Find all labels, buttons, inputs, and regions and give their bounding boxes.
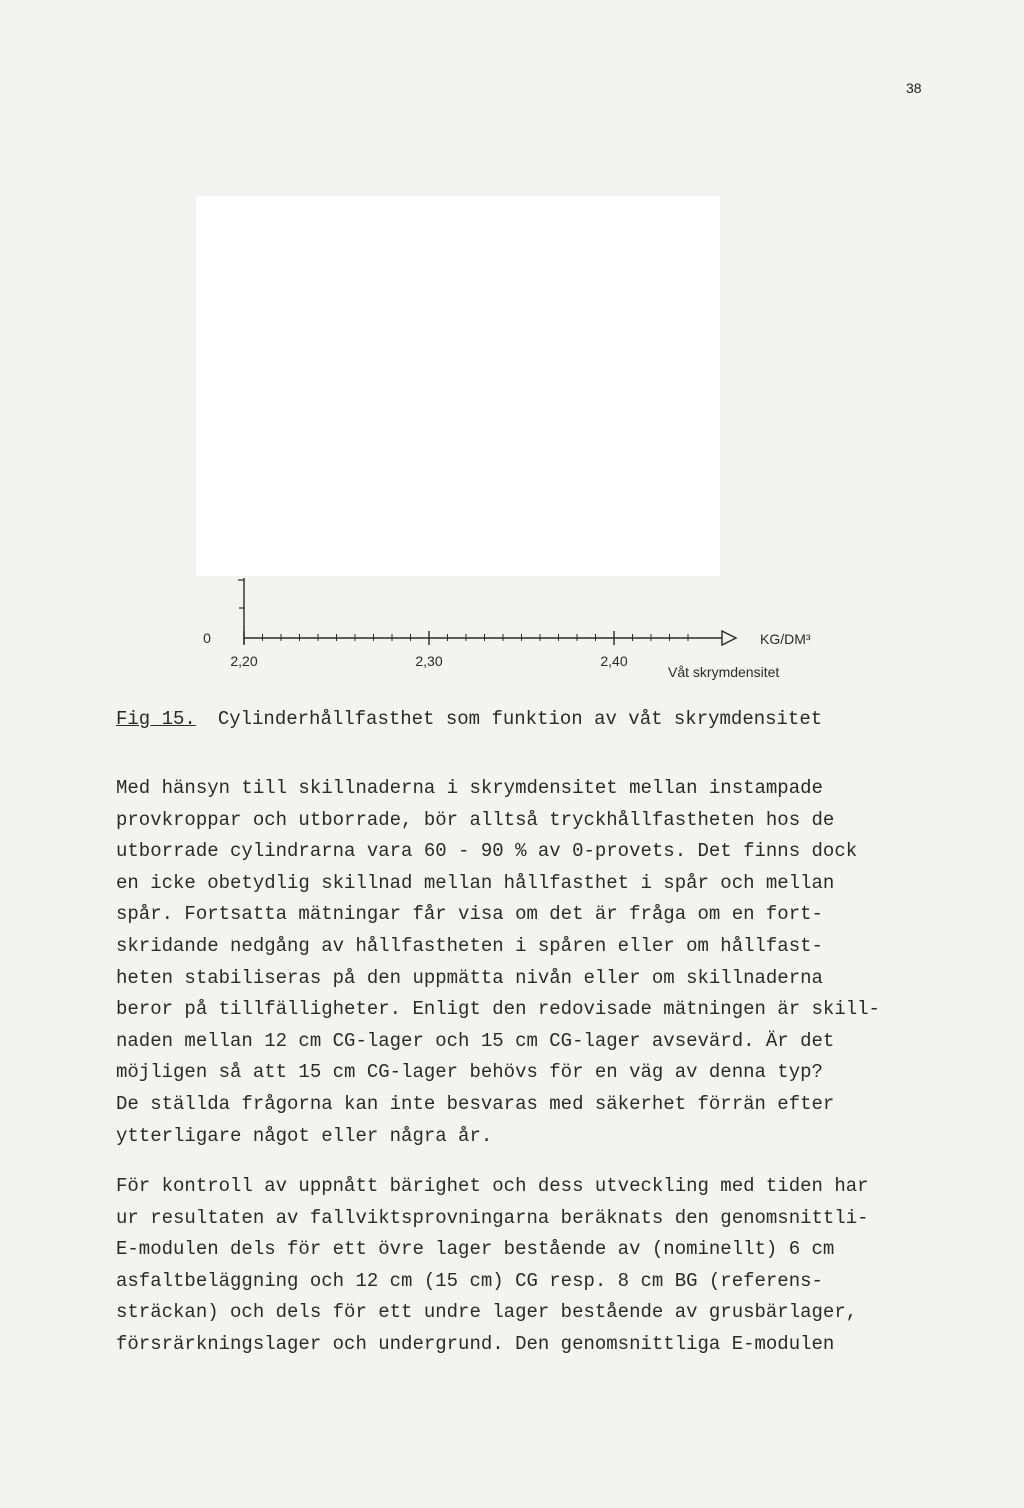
figure-label: Fig 15.: [116, 708, 196, 730]
text-line: De ställda frågorna kan inte besvaras med säkerhet förrän efter: [116, 1092, 835, 1115]
x-tick-label: 2,30: [415, 653, 443, 669]
x-tick-label: 2,20: [230, 653, 258, 669]
x-axis-unit: KG/DM³: [760, 631, 811, 647]
text-line: ur resultaten av fallviktsprovningarna beräknats den genomsnittli-: [116, 1206, 869, 1229]
x-axis-arrow: [722, 631, 736, 645]
text-line: naden mellan 12 cm CG-lager och 15 cm CG-lager avsevärd. Är det: [116, 1029, 835, 1052]
text-line: provkroppar och utborrade, bör alltså tryckhållfastheten hos de: [116, 808, 835, 831]
text-line: spår. Fortsatta mätningar får visa om det är fråga om en fort-: [116, 903, 823, 926]
text-line: beror på tillfälligheter. Enligt den redovisade mätningen är skill-: [116, 998, 880, 1021]
chart: [0, 0, 1024, 720]
text-line: Med hänsyn till skillnaderna i skrymdensitet mellan instampade: [116, 777, 823, 799]
page-number: 38: [906, 80, 922, 96]
x-axis-title: Våt skrymdensitet: [668, 664, 780, 680]
text-line: en icke obetydlig skillnad mellan hållfasthet i spår och mellan: [116, 871, 835, 894]
text-line: För kontroll av uppnått bärighet och dess utveckling med tiden har: [116, 1175, 869, 1197]
text-line: utborrade cylindrarna vara 60 - 90 % av 0-provets. Det finns dock: [116, 840, 858, 863]
text-line: asfaltbeläggning och 12 cm (15 cm) CG resp. 8 cm BG (referens-: [116, 1269, 823, 1292]
figure-caption: [116, 708, 822, 730]
y-tick-label: 0: [203, 630, 211, 646]
text-line: sträckan) och dels för ett undre lager bestående av grusbärlager,: [116, 1301, 858, 1324]
text-line: möjligen så att 15 cm CG-lager behövs för en väg av denna typ?: [116, 1061, 823, 1084]
paragraph-1: [116, 773, 880, 1152]
chart-axes: [238, 578, 736, 645]
text-line: försrärkningslager och undergrund. Den genomsnittliga E-modulen: [116, 1332, 835, 1355]
text-line: skridande nedgång av hållfastheten i spåren eller om hållfast-: [116, 934, 823, 957]
paragraph-2: [116, 1171, 869, 1361]
text-line: ytterligare något eller några år.: [116, 1124, 493, 1147]
text-line: heten stabiliseras på den uppmätta nivån eller om skillnaderna: [116, 966, 823, 989]
text-line: E-modulen dels för ett övre lager bestående av (nominellt) 6 cm: [116, 1238, 835, 1261]
figure-caption-text: Cylinderhållfasthet som funktion av våt skrymdensitet: [217, 708, 823, 730]
x-tick-label: 2,40: [600, 653, 628, 669]
